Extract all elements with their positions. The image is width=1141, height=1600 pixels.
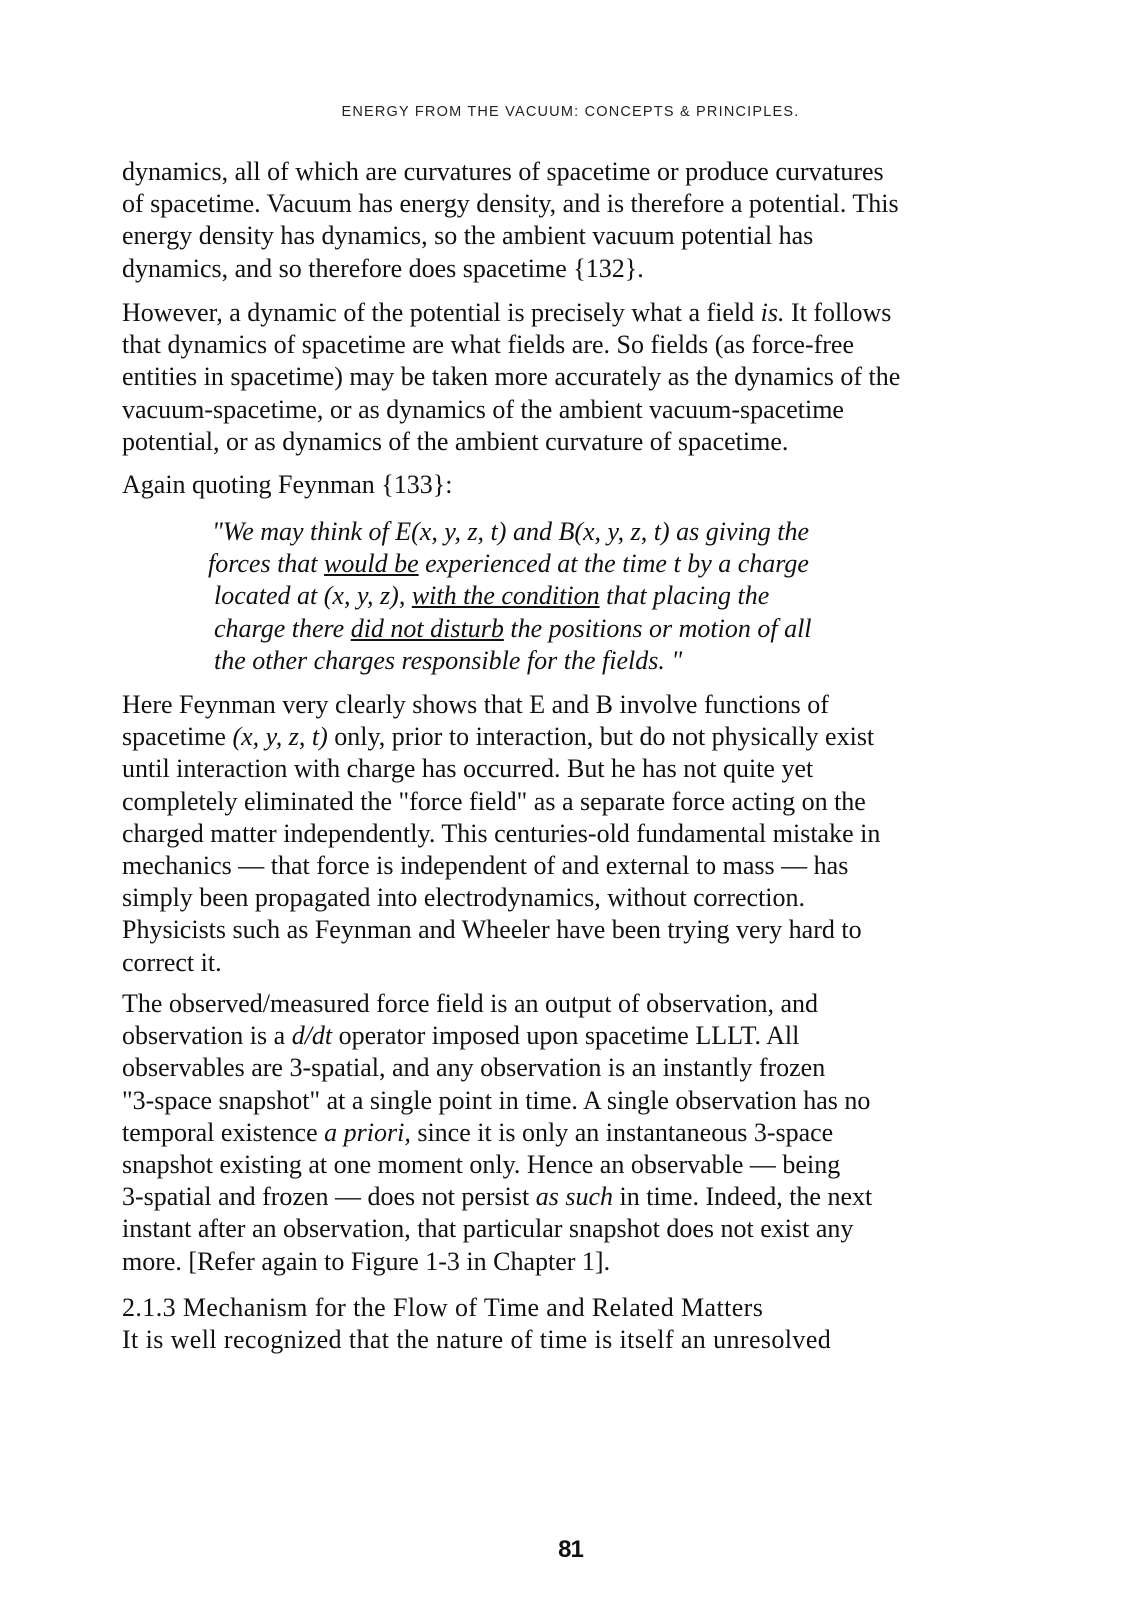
text-line: potential, or as dynamics of the ambient curvature of spacetime. (122, 426, 789, 456)
feynman-quote (208, 516, 928, 677)
quote-line (208, 548, 928, 580)
quote-line: "We may think of E(x, y, z, t) and B(x, y, z, t) as giving the (212, 517, 809, 546)
text-line: The observed/measured force field is an output of observation, and (122, 989, 818, 1018)
text-line (122, 297, 1002, 329)
text-run: However, a dynamic of the potential is precisely what a field (122, 298, 761, 327)
text-run: 3-spatial and frozen — does not persist (122, 1182, 536, 1212)
underlined-run: with the condition (411, 581, 600, 611)
text-line (122, 1181, 1002, 1213)
text-line: entities in spacetime) may be taken more accurately as the dynamics of the (122, 362, 901, 392)
text-run: the positions or motion of all (503, 613, 812, 643)
italic-run: is. (760, 298, 785, 327)
text-run: It follows (784, 298, 892, 327)
underlined-run: would be (324, 549, 419, 579)
quote-line: the other charges responsible for the fields. " (214, 645, 683, 675)
running-header: ENERGY FROM THE VACUUM: CONCEPTS & PRINCIPLES. (341, 104, 800, 120)
italic-run: a priori, (324, 1117, 411, 1147)
italic-run: as such (535, 1182, 614, 1212)
text-line: energy density has dynamics, so the ambient vacuum potential has (122, 221, 814, 251)
paragraph-2 (122, 297, 1002, 458)
text-run: since it is only an instantaneous 3-space (410, 1117, 834, 1147)
text-line: of spacetime. Vacuum has energy density, and is therefore a potential. This (122, 189, 899, 219)
text-run: charge there (214, 613, 351, 643)
text-line: It is well recognized that the nature of time is itself an unresolved (122, 1325, 832, 1355)
italic-run: (x, y, z, t) (232, 722, 328, 752)
text-run: operator imposed upon spacetime LLLT. All (332, 1021, 800, 1051)
paragraph-5 (122, 988, 1002, 1278)
text-line: completely eliminated the "force field" as a separate force acting on the (122, 786, 866, 816)
text-line: that dynamics of spacetime are what fields are. So fields (as force-free (122, 330, 855, 360)
section-heading: 2.1.3 Mechanism for the Flow of Time and Related Matters (122, 1293, 764, 1322)
text-run: that placing the (599, 581, 770, 611)
text-run: in time. Indeed, the next (613, 1182, 873, 1212)
text-line: charged matter independently. This centuries-old fundamental mistake in (122, 818, 881, 848)
text-run: observation is a (122, 1021, 292, 1051)
text-line: dynamics, and so therefore does spacetime {132}. (122, 253, 644, 283)
text-run: spacetime (122, 722, 233, 752)
text-line (122, 1117, 1002, 1149)
text-line: simply been propagated into electrodynamics, without correction. (122, 883, 806, 913)
paragraph-3 (122, 469, 1002, 501)
text-run: only, prior to interaction, but do not physically exist (327, 722, 875, 752)
text-line: until interaction with charge has occurred. But he has not quite yet (122, 754, 814, 784)
text-line: dynamics, all of which are curvatures of spacetime or produce curvatures (122, 157, 884, 186)
paragraph-4 (122, 689, 1002, 979)
text-line: observables are 3-spatial, and any observation is an instantly frozen (122, 1053, 826, 1083)
underlined-run: did not disturb (350, 613, 504, 643)
quote-line (208, 613, 928, 645)
text-line: mechanics — that force is independent of and external to mass — has (122, 851, 849, 881)
text-line (122, 721, 1002, 753)
text-run: temporal existence (122, 1117, 325, 1147)
text-line: snapshot existing at one moment only. Hence an observable — being (122, 1150, 841, 1180)
text-line: Here Feynman very clearly shows that E and B involve functions of (122, 690, 829, 719)
text-line: Physicists such as Feynman and Wheeler have been trying very hard to (122, 915, 862, 945)
paragraph-1 (122, 156, 1002, 285)
text-line: more. [Refer again to Figure 1-3 in Chapter 1]. (122, 1246, 611, 1276)
page-number: 81 (558, 1536, 583, 1563)
text-run: forces that (208, 549, 325, 579)
text-line: "3-space snapshot" at a single point in time. A single observation has no (122, 1085, 871, 1115)
text-run: experienced at the time t by a charge (418, 549, 809, 579)
text-run: located at (x, y, z), (214, 581, 412, 611)
text-line (122, 1020, 1002, 1052)
text-line: correct it. (122, 947, 222, 977)
text-line: vacuum-spacetime, or as dynamics of the ambient vacuum-spacetime (122, 394, 844, 424)
text-line: Again quoting Feynman {133}: (122, 470, 453, 499)
text-line: instant after an observation, that particular snapshot does not exist any (122, 1214, 854, 1244)
quote-line (208, 580, 928, 612)
italic-run: d/dt (291, 1021, 333, 1051)
section-2-1-3 (122, 1292, 1002, 1356)
